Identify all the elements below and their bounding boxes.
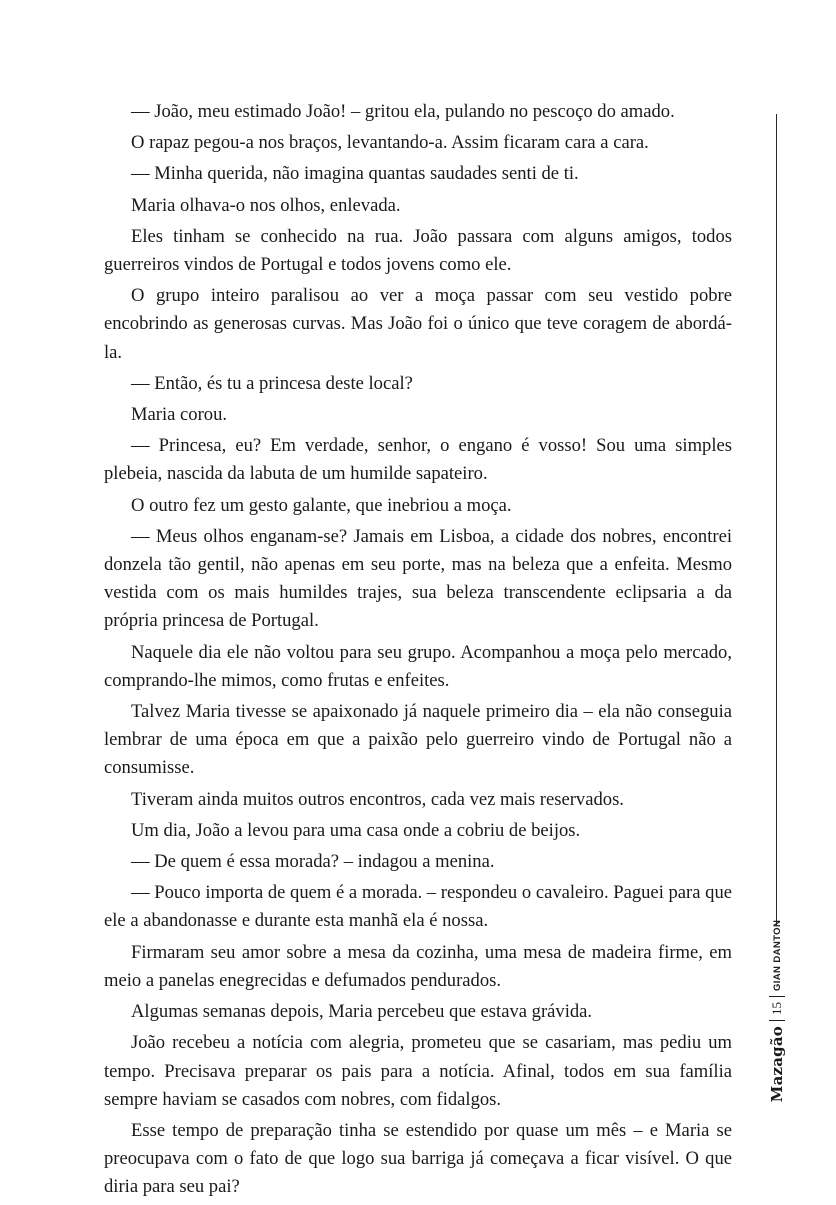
paragraph: O rapaz pegou-a nos braços, levantando-a. Assim ficaram cara a cara. [131, 132, 649, 154]
author-name: GIAN DANTON [771, 919, 783, 992]
paragraph: — Minha querida, não imagina quantas saudades senti de ti. [131, 163, 579, 185]
paragraph: Tiveram ainda muitos outros encontros, cada vez mais reservados. [131, 788, 624, 810]
body-text [104, 98, 732, 1205]
paragraph: Um dia, João a levou para uma casa onde a cobriu de beijos. [131, 819, 581, 841]
paragraph: — Então, és tu a princesa deste local? [131, 372, 413, 394]
paragraph: Algumas semanas depois, Maria percebeu que estava grávida. [131, 1001, 593, 1023]
paragraph: — Meus olhos enganam-se? Jamais em Lisboa, a cidade dos nobres, encontrei donzela tão gentil, não apenas em seu porte, mas na beleza que a enfeita. Mesmo vestida com os mais humildes trajes, sua beleza transcendente eclipsaria a da própria princesa de Portugal. [104, 525, 732, 632]
book-title: Mazagão [768, 1026, 786, 1103]
paragraph: Maria olhava-o nos olhos, enlevada. [131, 194, 401, 216]
paragraph: Naquele dia ele não voltou para seu grupo. Acompanhou a moça pelo mercado, comprando-lhe mimos, como frutas e enfeites. [104, 641, 732, 691]
paragraph: Esse tempo de preparação tinha se estendido por quase um mês – e Maria se preocupava com o fato de que logo sua barriga já começava a ficar visível. O que diria para seu pai? [104, 1119, 732, 1198]
paragraph: João recebeu a notícia com alegria, prometeu que se casariam, mas pediu um tempo. Precisava preparar os pais para a notícia. Afinal, todos em sua família sempre haviam se casados com nobres, com fidalgos. [104, 1032, 732, 1110]
running-head [765, 918, 789, 1104]
paragraph: Eles tinham se conhecido na rua. João passara com alguns amigos, todos guerreiros vindos de Portugal e todos jovens como ele. [104, 225, 732, 276]
separator [769, 1020, 785, 1021]
margin-rule [776, 114, 777, 926]
paragraph: O outro fez um gesto galante, que inebriou a moça. [131, 494, 512, 516]
page-number: 15 [769, 1002, 784, 1016]
paragraph: Talvez Maria tivesse se apaixonado já naquele primeiro dia – ela não conseguia lembrar de uma época em que a paixão pelo guerreiro vindo de Portugal não a consumisse. [104, 701, 732, 779]
paragraph: — De quem é essa morada? – indagou a menina. [131, 851, 495, 873]
paragraph: — Pouco importa de quem é a morada. – respondeu o cavaleiro. Paguei para que ele a abandonasse e durante esta manhã ela é nossa. [104, 882, 732, 932]
paragraph: Firmaram seu amor sobre a mesa da cozinha, uma mesa de madeira firme, em meio a panelas enegrecidas e defumados pendurados. [104, 941, 732, 991]
paragraph: — Princesa, eu? Em verdade, senhor, o engano é vosso! Sou uma simples plebeia, nascida da labuta de um humilde sapateiro. [104, 435, 732, 485]
paragraph: O grupo inteiro paralisou ao ver a moça passar com seu vestido pobre encobrindo as generosas curvas. Mas João foi o único que teve coragem de abordá-la. [104, 285, 732, 363]
paragraph: — João, meu estimado João! – gritou ela, pulando no pescoço do amado. [131, 101, 675, 122]
separator [769, 996, 785, 997]
paragraph: Maria corou. [131, 404, 228, 426]
